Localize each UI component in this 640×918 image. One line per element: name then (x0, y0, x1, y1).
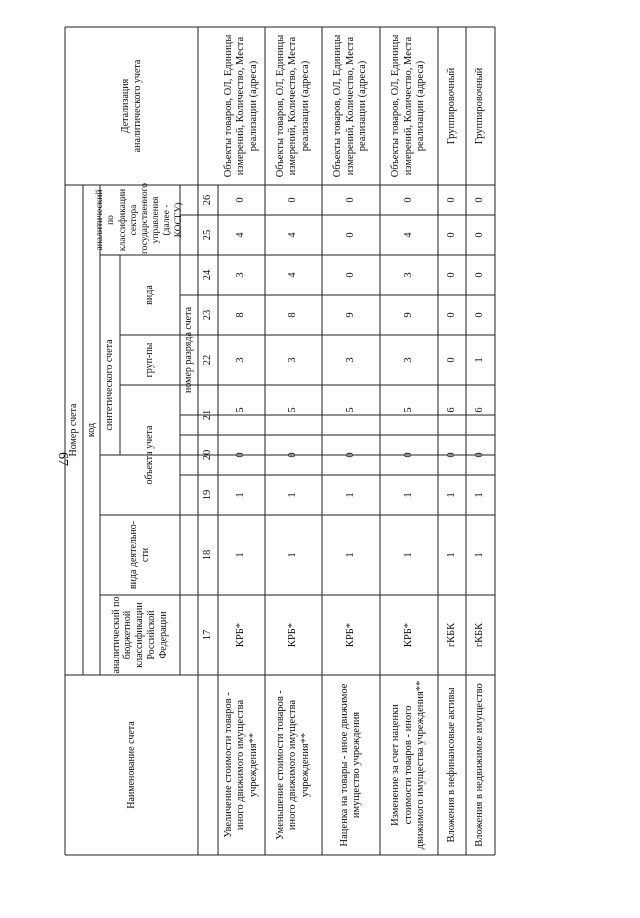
row-value: 0 (474, 272, 486, 278)
header-synthetic-account: синтетического счета (104, 339, 116, 431)
row-value: 9 (402, 312, 414, 318)
row-value: 4 (287, 272, 299, 278)
header-account-number: Номер счета (68, 403, 80, 457)
row-value: 1 (235, 552, 247, 558)
row-value: 0 (445, 312, 457, 318)
row-value: 1 (474, 357, 486, 363)
header-kind: вида (144, 285, 156, 305)
row-value: 0 (235, 197, 247, 203)
row-detail: Группировочный (474, 67, 486, 145)
row-name: Вложения в недвижимое имущество (474, 683, 486, 847)
row-value: 0 (344, 232, 356, 238)
header-code: код (85, 422, 97, 438)
row-value: гКБК (445, 622, 457, 648)
header-analytic-budget: аналитический по бюджетной классификации Российской Федерации (110, 596, 169, 674)
row-detail: Объекты товаров, ОЛ, Единицы измерений, Количество, Места реализации (адреса) (222, 34, 259, 178)
col-22: 22 (201, 354, 213, 366)
row-detail: Объекты товаров, ОЛ, Единицы измерений, Количество, Места реализации (адреса) (332, 34, 369, 178)
row-value: 4 (402, 232, 414, 238)
row-name: Изменение за счет наценки стоимости товаров - иного движимого имущества учреждения** (390, 680, 427, 850)
col-20: 20 (201, 449, 213, 461)
row-value: 9 (344, 312, 356, 318)
header-account-name: Наименование счета (125, 721, 137, 809)
row-value: 6 (445, 407, 457, 413)
row-value: 0 (402, 452, 414, 458)
row-value: 1 (402, 552, 414, 558)
row-value: КРБ* (344, 622, 356, 648)
row-value: 1 (287, 552, 299, 558)
row-name: Вложения в нефинансовые активы (445, 687, 457, 843)
row-value: 0 (402, 197, 414, 203)
row-value: 3 (235, 357, 247, 363)
header-account-object: объекта учета (144, 425, 156, 485)
row-value: 0 (344, 197, 356, 203)
row-value: 1 (287, 492, 299, 498)
row-detail: Группировочный (445, 67, 457, 145)
row-detail: Объекты товаров, ОЛ, Единицы измерений, Количество, Места реализации (адреса) (390, 34, 427, 178)
row-value: 0 (287, 452, 299, 458)
page-number: 67 (55, 452, 70, 466)
col-21: 21 (201, 409, 213, 421)
col-19: 19 (201, 489, 213, 501)
row-value: 1 (474, 492, 486, 498)
row-value: 0 (474, 232, 486, 238)
row-value: 5 (235, 407, 247, 413)
row-value: 8 (287, 312, 299, 318)
col-17: 17 (201, 629, 213, 641)
row-value: 0 (445, 197, 457, 203)
row-value: 0 (235, 452, 247, 458)
row-value: 1 (474, 552, 486, 558)
row-value: 4 (235, 232, 247, 238)
row-name: Уменьшение стоимости товаров - иного движимого имущества учреждения** (274, 690, 311, 840)
row-value: КРБ* (235, 622, 247, 648)
row-value: 3 (402, 272, 414, 278)
col-23: 23 (201, 309, 213, 321)
row-value: 5 (402, 407, 414, 413)
row-value: 1 (445, 552, 457, 558)
row-value: 1 (445, 492, 457, 498)
row-name: Наценка на товары - иное движимое имущество учреждения (338, 683, 362, 847)
row-value: 3 (287, 357, 299, 363)
row-value: 0 (344, 452, 356, 458)
row-detail: Объекты товаров, ОЛ, Единицы измерений, Количество, Места реализации (адреса) (274, 34, 311, 178)
row-value: 5 (344, 407, 356, 413)
row-value: 0 (445, 232, 457, 238)
row-value: 0 (344, 272, 356, 278)
row-value: КРБ* (402, 622, 414, 648)
row-name: Увеличение стоимости товаров - иного движимого имущества учреждения** (222, 692, 259, 838)
row-value: 1 (235, 492, 247, 498)
row-value: 0 (445, 452, 457, 458)
row-value: 0 (445, 357, 457, 363)
row-value: 1 (402, 492, 414, 498)
row-value: КРБ* (287, 622, 299, 648)
col-18: 18 (201, 549, 213, 561)
row-value: 4 (287, 232, 299, 238)
header-digit-number: номер разряда счета (183, 306, 195, 394)
row-value: 5 (287, 407, 299, 413)
col-26: 26 (201, 194, 213, 206)
row-value: 6 (474, 407, 486, 413)
row-value: 1 (344, 552, 356, 558)
row-value: 0 (474, 312, 486, 318)
col-24: 24 (201, 269, 213, 281)
row-value: 0 (445, 272, 457, 278)
row-value: 3 (344, 357, 356, 363)
row-value: 0 (474, 452, 486, 458)
header-detail: Детализация аналитического учета (119, 59, 143, 153)
row-value: гКБК (474, 622, 486, 648)
header-analytic-kosgu: аналитический по классификации сектора государственного управления (далее - КОСГУ) (95, 182, 184, 254)
row-value: 8 (235, 312, 247, 318)
header-group: груп-пы (144, 342, 156, 378)
row-value: 3 (402, 357, 414, 363)
row-value: 1 (344, 492, 356, 498)
row-value: 0 (474, 197, 486, 203)
row-value: 3 (235, 272, 247, 278)
col-25: 25 (201, 229, 213, 241)
header-activity-type: вида деятельно-сти (128, 520, 151, 590)
row-value: 0 (287, 197, 299, 203)
